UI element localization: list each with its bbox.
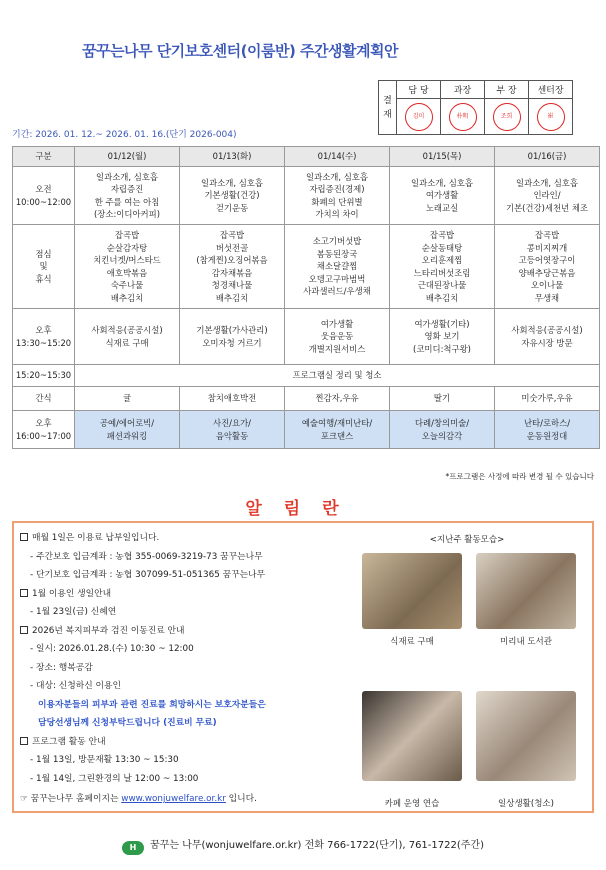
am-cell: 일과소개, 심호흡 기본생활(건강) 걷기운동: [180, 167, 285, 225]
row-label-pm: 오후 13:30~15:20: [13, 309, 75, 365]
day-header: 01/15(목): [390, 147, 495, 167]
notice-box: [12, 521, 594, 813]
notice-item: - 주간보호 입금계좌 : 농협 355-0069-3219-73 꿈꾸는나무: [30, 551, 263, 562]
pm2-cell: 예술여행/재미난타/ 포크댄스: [285, 411, 390, 449]
footer: [0, 836, 606, 855]
period-text: 기간: 2026. 01. 12.~ 2026. 01. 16.(단기 2026-004): [12, 130, 237, 140]
approval-role: 과장: [441, 81, 485, 99]
schedule-table: [12, 146, 600, 449]
notice-item: - 단기보호 입금계좌 : 농협 307099-51-051365 꿈꾸는나무: [30, 570, 266, 580]
footer-text: 꿈꾸는 나무(wonjuwelfare.or.kr) 전화 766-1722(단기), 761-1722(주간): [150, 840, 484, 851]
header-label: 구분: [13, 147, 75, 167]
snack-cell: 귤: [75, 387, 180, 411]
approval-side-label: 결 재: [379, 81, 397, 135]
photos-title: <지난주 활동모습>: [429, 535, 505, 545]
pm-cell: 기본생활(가사관리) 오미자청 거르기: [180, 309, 285, 365]
pm-cell: 여가생활 웃음운동 개별지원서비스: [285, 309, 390, 365]
photo-library: [476, 553, 576, 629]
approval-table: [378, 80, 573, 135]
notice-item: - 1월 13일, 방문재활 13:30 ~ 15:30: [30, 755, 179, 765]
approval-stamp: 김미: [405, 103, 433, 131]
photo-caption: 미리내 도서관: [500, 637, 552, 647]
snack-cell: 미숫가루,우유: [495, 387, 600, 411]
break-time: 15:20~15:30: [13, 365, 75, 387]
approval-stamp: 崔: [537, 103, 565, 131]
day-header: 01/12(월): [75, 147, 180, 167]
pm2-cell: 난타/로하스/ 운동원정대: [495, 411, 600, 449]
approval-role: 담 당: [397, 81, 441, 99]
pm-cell: 여가생활(기타) 영화 보기 (코미디:척구왕): [390, 309, 495, 365]
break-text: 프로그램실 정리 및 청소: [75, 365, 600, 387]
snack-cell: 참치애호박전: [180, 387, 285, 411]
approval-role: 부 장: [485, 81, 529, 99]
day-header: 01/14(수): [285, 147, 390, 167]
day-header: 01/13(화): [180, 147, 285, 167]
notice-item: - 대상: 신청하신 이용인: [30, 681, 122, 691]
pm2-cell: 사진/요가/ 음악활동: [180, 411, 285, 449]
pm2-label: 오후 16:00~17:00: [13, 411, 75, 449]
am-cell: 일과소개, 심호흡 자립증진(경제) 화폐의 단위별 가치의 차이: [285, 167, 390, 225]
pm-cell: 사회적응(공공시설) 식재료 구매: [75, 309, 180, 365]
approval-stamp: 조희: [493, 103, 521, 131]
homepage-line: ☞ 꿈꾸는나무 홈페이지는 www.wonjuwelfare.or.kr 입니다.: [20, 794, 257, 804]
lunch-cell: 소고기버섯밥 봄동된장국 채소달걀찜 오뎅고구마범벅 사과샐러드/우생채: [285, 225, 390, 309]
notice-item: 1월 이용인 생일안내: [20, 585, 350, 604]
am-cell: 일과소개, 심호흡 인라인/ 기본(건강)세천년 체조: [495, 167, 600, 225]
snack-cell: 찐감자,우유: [285, 387, 390, 411]
photo-caption: 카페 운영 연습: [384, 799, 440, 809]
notice-list: [20, 529, 350, 809]
row-label-lunch: 점심 및 휴식: [13, 225, 75, 309]
photo-cleaning: [476, 691, 576, 781]
snack-label: 간식: [13, 387, 75, 411]
notice-item: 프로그램 활동 안내: [20, 733, 350, 752]
change-note: *프로그램은 사정에 따라 변경 될 수 있습니다: [445, 472, 594, 481]
checkbox-icon: [20, 533, 28, 541]
notice-item: 2026년 복지피부과 검진 이동진료 안내: [20, 622, 350, 641]
snack-cell: 딸기: [390, 387, 495, 411]
photo-caption: 식재료 구매: [390, 637, 434, 647]
checkbox-icon: [20, 589, 28, 597]
logo-icon: H: [122, 841, 144, 855]
homepage-link[interactable]: www.wonjuwelfare.or.kr: [121, 794, 226, 804]
notice-item: - 1월 14일, 그린환경의 날 12:00 ~ 13:00: [30, 773, 199, 784]
lunch-cell: 잡곡밥 순살동태탕 오리훈제찜 느타리버섯조림 근대된장나물 배추김치: [390, 225, 495, 309]
approval-stamp: 朴明: [449, 103, 477, 131]
am-cell: 일과소개, 심호흡 자립증진 한 주를 여는 아침 (장소:이디아커피): [75, 167, 180, 225]
notice-item: 매월 1일은 이용료 납부일입니다.: [20, 529, 350, 548]
pm2-cell: 다례/창의미술/ 오늘의감각: [390, 411, 495, 449]
checkbox-icon: [20, 737, 28, 745]
notice-item: - 1월 23일(금) 신혜연: [30, 607, 117, 617]
row-label-am: 오전 10:00~12:00: [13, 167, 75, 225]
day-header: 01/16(금): [495, 147, 600, 167]
photo-cafe: [362, 691, 462, 781]
notice-item: - 일시: 2026.01.28.(수) 10:30 ~ 12:00: [30, 644, 194, 654]
lunch-cell: 잡곡밥 순살감자탕 치킨너겟/머스타드 애호박볶음 숙주나물 배추김치: [75, 225, 180, 309]
approval-role: 센터장: [529, 81, 573, 99]
lunch-cell: 잡곡밥 콩비지찌개 고등어엿장구이 양배추당근볶음 오이나물 무생채: [495, 225, 600, 309]
notice-highlight: 이용자분들의 피부과 관련 진료를 희망하시는 보호자분들은: [38, 699, 266, 710]
photo-caption: 일상생활(청소): [498, 799, 554, 809]
checkbox-icon: [20, 626, 28, 634]
page-title: 꿈꾸는나무 단기보호센터(이룸반) 주간생활계획안: [82, 42, 398, 60]
lunch-cell: 잡곡밥 버섯전골 (참게찐)오징어볶음 감자채볶음 청경채나물 배추김치: [180, 225, 285, 309]
am-cell: 일과소개, 심호흡 여가생활 노래교실: [390, 167, 495, 225]
photo-grocery: [362, 553, 462, 629]
pm-cell: 사회적응(공공시설) 자유시장 방문: [495, 309, 600, 365]
pm2-cell: 공예/에어로빅/ 패션과워킹: [75, 411, 180, 449]
notice-title: 알림란: [245, 499, 361, 519]
notice-item: - 장소: 행복공감: [30, 662, 93, 673]
notice-highlight: 담당선생님께 신청부탁드립니다 (진료비 무료): [38, 718, 217, 728]
